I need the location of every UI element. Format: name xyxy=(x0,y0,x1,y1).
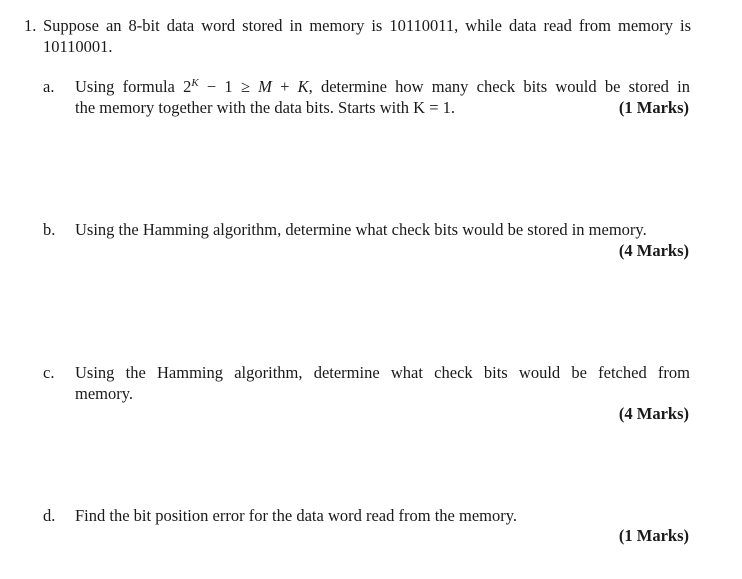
part-c-line2: memory. xyxy=(75,384,134,403)
part-c-text xyxy=(75,362,690,404)
question-number: 1. xyxy=(24,16,37,35)
part-b-marks: (4 Marks) xyxy=(618,241,689,260)
formula-exponent: K xyxy=(191,77,199,89)
part-a-marks: (1 Marks) xyxy=(618,98,689,117)
formula-operator: − 1 ≥ xyxy=(198,77,259,96)
part-a-line1 xyxy=(75,76,690,97)
part-d-text: Find the bit position error for the data word read from the memory. xyxy=(75,506,518,525)
part-c-letter: c. xyxy=(43,363,55,382)
formula-m: M xyxy=(258,77,272,96)
part-a-suffix: , determine how many check bits would be stored in xyxy=(308,77,690,96)
part-d-letter: d. xyxy=(43,506,56,525)
question-text: Suppose an 8-bit data word stored in memory is 10110011, while data read from memory is 10110001. xyxy=(43,16,691,56)
formula-plus: + xyxy=(271,77,298,96)
formula-k: K xyxy=(297,77,309,96)
part-c-marks: (4 Marks) xyxy=(618,404,689,423)
formula-base: 2 xyxy=(183,77,192,96)
part-a-line2: the memory together with the data bits. Starts with K = 1. xyxy=(75,98,456,117)
part-b-text: Using the Hamming algorithm, determine what check bits would be stored in memory. xyxy=(75,220,647,239)
part-c-line1: Using the Hamming algorithm, determine what check bits would be fetched from xyxy=(75,363,690,382)
part-a-text xyxy=(75,76,690,118)
part-d-marks: (1 Marks) xyxy=(618,526,689,545)
part-a-letter: a. xyxy=(43,77,55,96)
part-b-letter: b. xyxy=(43,220,56,239)
part-a-prefix: Using formula xyxy=(75,77,184,96)
